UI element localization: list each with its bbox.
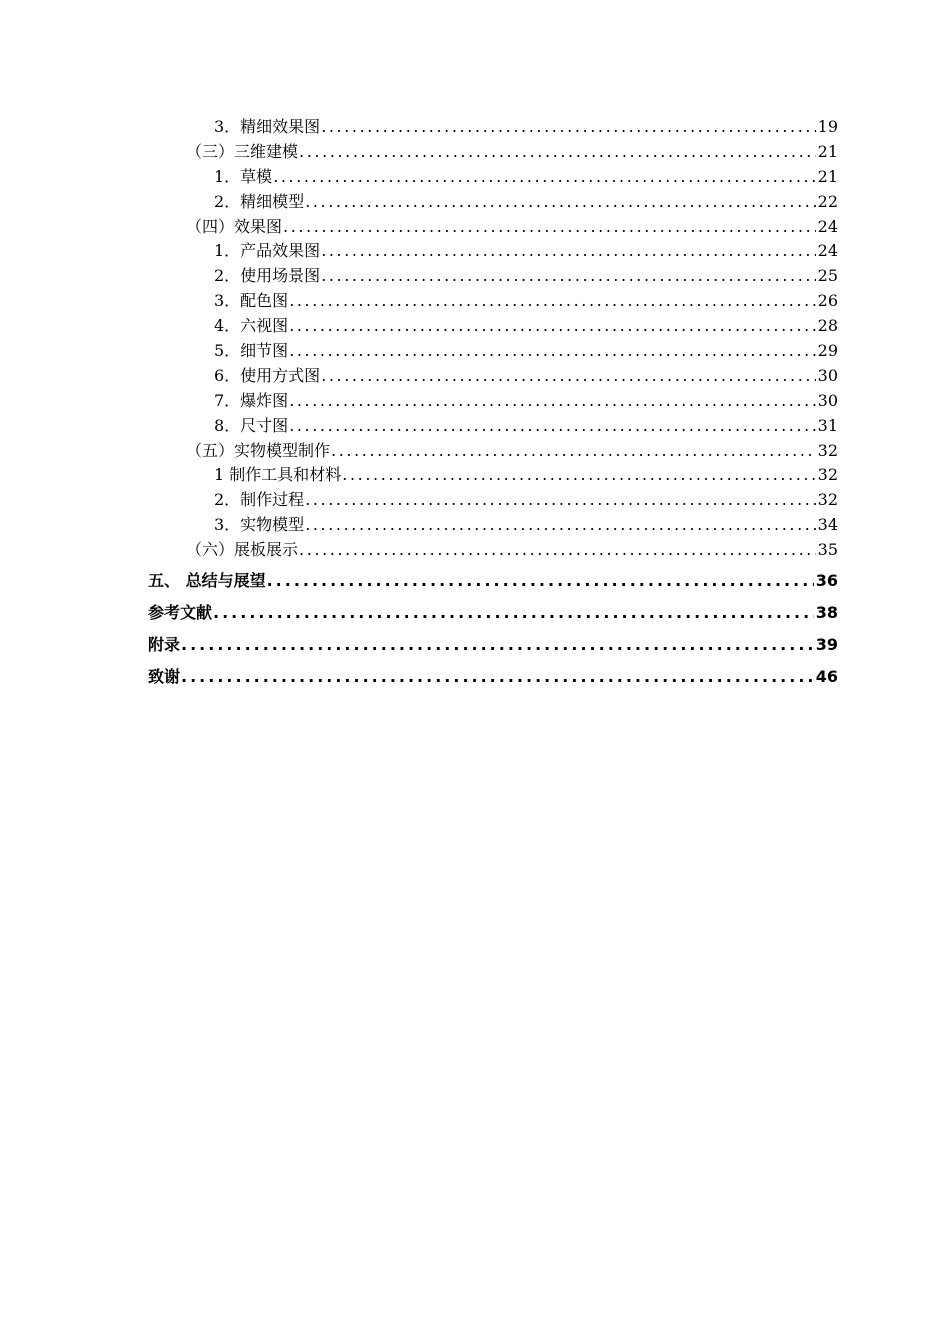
table-of-contents (148, 115, 838, 693)
toc-dot-leader (305, 513, 815, 538)
toc-entry-page: 28 (817, 316, 838, 336)
toc-dot-leader (321, 115, 815, 140)
toc-entry[interactable] (148, 439, 838, 464)
toc-entry-page: 24 (817, 241, 838, 261)
toc-entry[interactable] (148, 264, 838, 289)
toc-entry[interactable] (148, 289, 838, 314)
toc-dot-leader (181, 629, 814, 661)
toc-entry-title: 1．草模 (214, 166, 273, 186)
toc-entry[interactable] (148, 165, 838, 190)
toc-entry[interactable] (148, 339, 838, 364)
toc-dot-leader (331, 439, 816, 464)
toc-dot-leader (321, 239, 815, 264)
toc-entry[interactable] (148, 115, 838, 140)
toc-entry-page: 32 (817, 440, 838, 460)
toc-entry[interactable] (148, 215, 838, 240)
toc-entry-page: 30 (817, 365, 838, 385)
toc-entry-page: 19 (817, 117, 838, 136)
toc-dot-leader (289, 289, 815, 314)
toc-entry-title: （六）展板展示 (186, 540, 299, 560)
toc-chapter-entry[interactable] (148, 629, 838, 661)
toc-entry-page: 29 (817, 341, 838, 361)
toc-entry-title: 2．使用场景图 (214, 266, 321, 286)
toc-entry-page: 25 (817, 266, 838, 286)
toc-entry[interactable] (148, 389, 838, 414)
toc-dot-leader (305, 488, 815, 513)
toc-entry-page: 21 (817, 141, 838, 161)
toc-entry[interactable] (148, 239, 838, 264)
toc-dot-leader (289, 314, 815, 339)
toc-dot-leader (213, 597, 814, 629)
toc-entry-title: （五）实物模型制作 (186, 440, 331, 460)
toc-dot-leader (299, 140, 816, 165)
toc-entry[interactable] (148, 140, 838, 165)
toc-entry-page: 22 (817, 191, 838, 211)
toc-entry-page: 39 (815, 635, 838, 655)
toc-chapter-entry[interactable] (148, 661, 838, 693)
toc-entry[interactable] (148, 314, 838, 339)
toc-entry-title: 7．爆炸图 (214, 390, 289, 410)
toc-entry-page: 32 (817, 490, 838, 510)
toc-entry-page: 30 (817, 390, 838, 410)
toc-dot-leader (289, 339, 815, 364)
toc-dot-leader (267, 565, 814, 597)
toc-entry-title: 5．细节图 (214, 341, 289, 361)
toc-entry[interactable] (148, 538, 838, 563)
toc-entry[interactable] (148, 364, 838, 389)
toc-entry-title: 1 制作工具和材料 (214, 465, 342, 485)
toc-dot-leader (289, 389, 815, 414)
toc-entry-title: 2．精细模型 (214, 191, 305, 211)
toc-entry-page: 38 (815, 603, 838, 623)
toc-dot-leader (321, 364, 815, 389)
toc-entry-page: 21 (817, 166, 838, 186)
toc-dot-leader (305, 190, 815, 215)
toc-dot-leader (181, 661, 814, 693)
toc-entry-title: 3．配色图 (214, 291, 289, 311)
toc-entry-page: 35 (817, 540, 838, 560)
toc-entry-title: 4．六视图 (214, 316, 289, 336)
toc-chapter-entry[interactable] (148, 597, 838, 629)
toc-dot-leader (321, 264, 815, 289)
toc-entry[interactable] (148, 513, 838, 538)
toc-entry-page: 36 (815, 571, 838, 591)
toc-entry[interactable] (148, 190, 838, 215)
toc-dot-leader (342, 463, 815, 488)
toc-entry-title: 8．尺寸图 (214, 415, 289, 435)
toc-entry-page: 31 (817, 415, 838, 435)
toc-entry-page: 26 (817, 291, 838, 311)
toc-entry-title: 2．制作过程 (214, 490, 305, 510)
toc-dot-leader (273, 165, 815, 190)
toc-entry-title: 参考文献 (148, 603, 213, 623)
toc-entry-title: 附录 (148, 635, 181, 655)
toc-chapter-entry[interactable] (148, 565, 838, 597)
toc-entry-page: 32 (817, 465, 838, 485)
toc-entry-title: （四）效果图 (186, 216, 283, 236)
toc-entry-title: 1．产品效果图 (214, 241, 321, 261)
toc-entry[interactable] (148, 414, 838, 439)
toc-entry-title: 致谢 (148, 667, 181, 687)
toc-dot-leader (283, 215, 816, 240)
toc-entry-page: 24 (817, 216, 838, 236)
toc-entry[interactable] (148, 463, 838, 488)
toc-entry-title: 3．实物模型 (214, 515, 305, 535)
toc-dot-leader (299, 538, 816, 563)
toc-entry-title: 五、 总结与展望 (148, 571, 266, 591)
toc-entry-page: 46 (815, 667, 838, 687)
toc-entry-title: 3．精细效果图 (214, 117, 321, 136)
toc-entry-title: （三）三维建模 (186, 141, 299, 161)
toc-dot-leader (289, 414, 815, 439)
toc-entry-page: 34 (817, 515, 838, 535)
toc-entry-title: 6．使用方式图 (214, 365, 321, 385)
toc-entry[interactable] (148, 488, 838, 513)
